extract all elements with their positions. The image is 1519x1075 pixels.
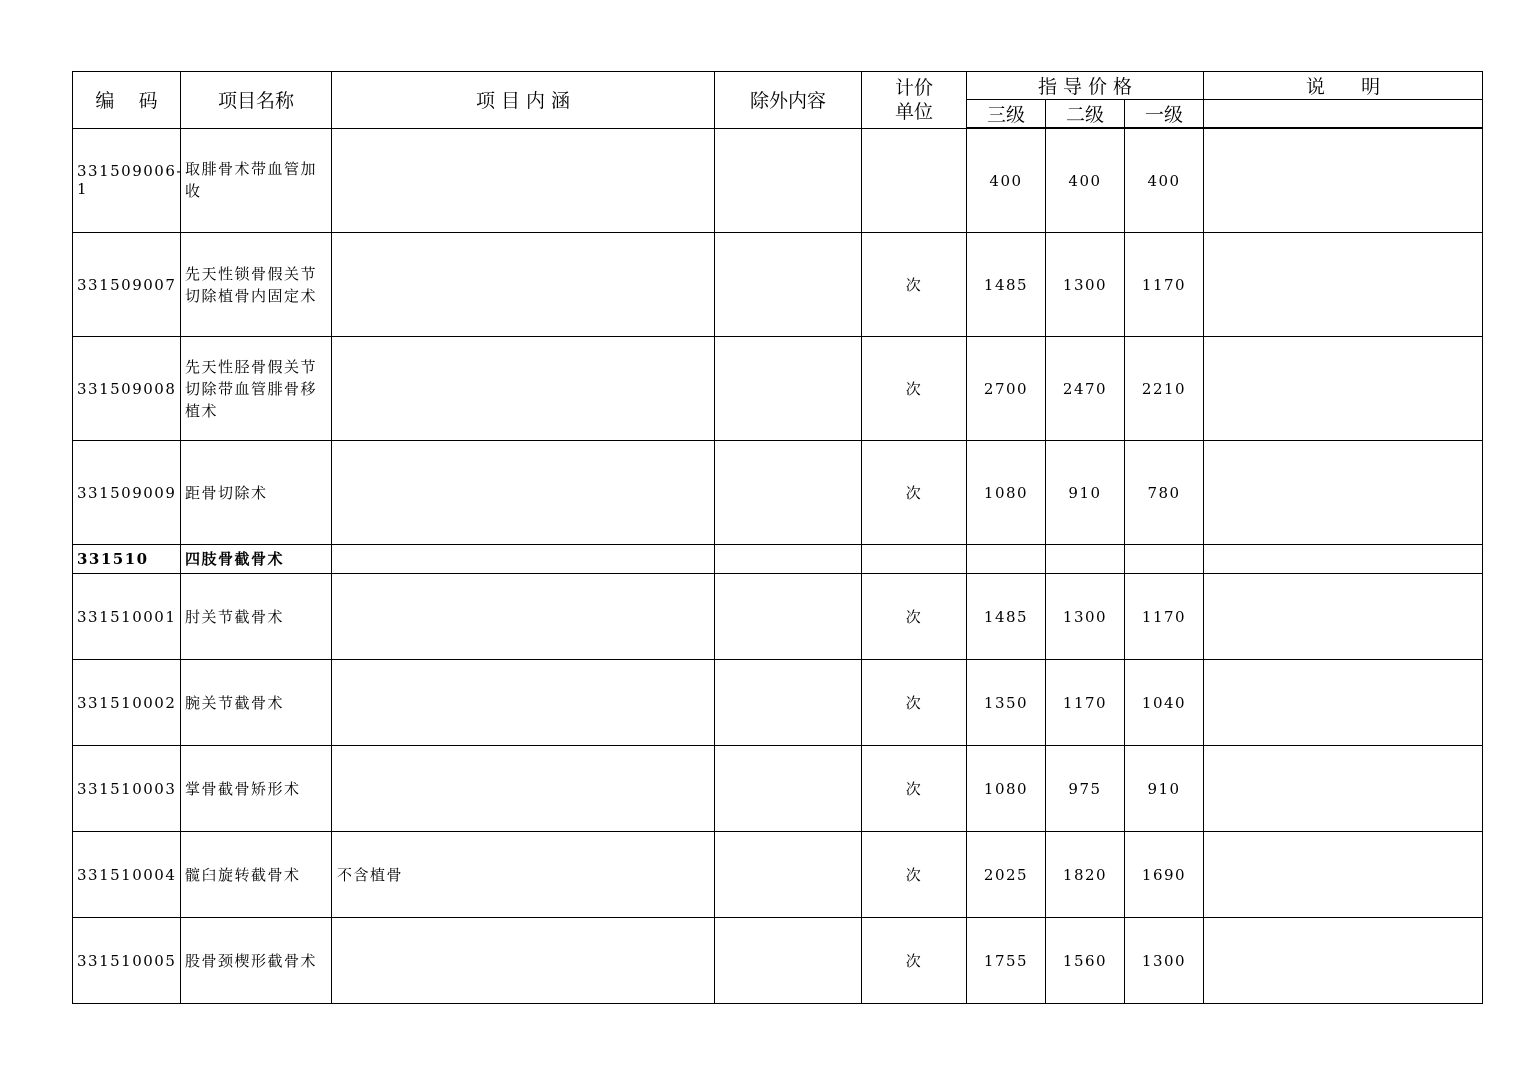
table-row [73,660,1483,746]
row-price-level3: 400 [967,128,1046,233]
header-exclusions: 除外内容 [715,72,862,129]
row-notes [1204,574,1483,660]
row-price-level1: 1170 [1125,233,1204,337]
row-price-level2: 1820 [1046,832,1125,918]
row-price-level2 [1046,545,1125,574]
row-price-level1 [1125,545,1204,574]
row-price-level3: 1485 [967,574,1046,660]
row-price-level3 [967,545,1046,574]
row-unit [862,545,967,574]
row-code: 331509009 [73,441,181,545]
row-name: 先天性胫骨假关节切除带血管腓骨移植术 [181,337,332,441]
row-exclusions [715,918,862,1004]
row-name: 取腓骨术带血管加收 [181,128,332,233]
row-content [332,545,715,574]
row-unit: 次 [862,233,967,337]
row-price-level2: 2470 [1046,337,1125,441]
row-price-level1: 400 [1125,128,1204,233]
row-exclusions [715,574,862,660]
row-content [332,337,715,441]
row-price-level3: 1080 [967,746,1046,832]
row-name: 肘关节截骨术 [181,574,332,660]
header-code: 编 码 [73,72,181,129]
row-notes [1204,832,1483,918]
row-notes [1204,233,1483,337]
row-unit: 次 [862,832,967,918]
row-exclusions [715,128,862,233]
row-price-level1: 780 [1125,441,1204,545]
row-unit: 次 [862,574,967,660]
row-price-level1: 1040 [1125,660,1204,746]
row-exclusions [715,337,862,441]
row-content [332,233,715,337]
header-content: 项 目 内 涵 [332,72,715,129]
row-name: 掌骨截骨矫形术 [181,746,332,832]
row-notes [1204,128,1483,233]
row-price-level1: 1170 [1125,574,1204,660]
table-row [73,746,1483,832]
row-code: 331510001 [73,574,181,660]
row-price-level3: 1755 [967,918,1046,1004]
header-notes-sub [1204,100,1483,129]
row-unit: 次 [862,337,967,441]
section-row [73,545,1483,574]
table-row [73,337,1483,441]
row-notes [1204,441,1483,545]
row-price-level2: 910 [1046,441,1125,545]
row-unit [862,128,967,233]
row-exclusions [715,746,862,832]
table-row [73,918,1483,1004]
row-notes [1204,918,1483,1004]
row-price-level2: 1560 [1046,918,1125,1004]
row-notes [1204,337,1483,441]
row-price-level1: 1690 [1125,832,1204,918]
row-exclusions [715,441,862,545]
header-name: 项目名称 [181,72,332,129]
row-code: 331510004 [73,832,181,918]
row-price-level3: 2700 [967,337,1046,441]
row-price-level2: 400 [1046,128,1125,233]
row-price-level2: 1300 [1046,233,1125,337]
row-price-level2: 1300 [1046,574,1125,660]
table-row [73,233,1483,337]
row-content [332,441,715,545]
row-name: 距骨切除术 [181,441,332,545]
row-content [332,746,715,832]
header-unit: 计价 单位 [862,72,967,129]
row-exclusions [715,660,862,746]
row-name: 先天性锁骨假关节切除植骨内固定术 [181,233,332,337]
row-content [332,918,715,1004]
row-name: 髋臼旋转截骨术 [181,832,332,918]
header-level2: 二级 [1046,100,1125,129]
row-notes [1204,545,1483,574]
row-price-level3: 2025 [967,832,1046,918]
header-level3: 三级 [967,100,1046,129]
header-level1: 一级 [1125,100,1204,129]
row-content [332,660,715,746]
row-code: 331510003 [73,746,181,832]
row-exclusions [715,233,862,337]
table-row [73,128,1483,233]
row-code: 331510005 [73,918,181,1004]
row-price-level3: 1350 [967,660,1046,746]
table-row [73,441,1483,545]
row-unit: 次 [862,746,967,832]
row-price-level2: 975 [1046,746,1125,832]
header-notes: 说 明 [1204,72,1483,100]
row-name: 腕关节截骨术 [181,660,332,746]
row-content [332,128,715,233]
row-notes [1204,746,1483,832]
row-name: 股骨颈楔形截骨术 [181,918,332,1004]
row-exclusions [715,832,862,918]
row-price-level3: 1485 [967,233,1046,337]
row-unit: 次 [862,918,967,1004]
table-row [73,574,1483,660]
row-code: 331510002 [73,660,181,746]
row-price-level1: 2210 [1125,337,1204,441]
header-price-group: 指 导 价 格 [967,72,1204,100]
row-price-level3: 1080 [967,441,1046,545]
price-table [72,71,1483,1004]
row-notes [1204,660,1483,746]
row-price-level2: 1170 [1046,660,1125,746]
row-code: 331509007 [73,233,181,337]
row-code: 331510 [73,545,181,574]
row-exclusions [715,545,862,574]
row-content [332,574,715,660]
row-price-level1: 1300 [1125,918,1204,1004]
row-name: 四肢骨截骨术 [181,545,332,574]
row-price-level1: 910 [1125,746,1204,832]
row-unit: 次 [862,660,967,746]
row-code: 331509006-1 [73,128,181,233]
row-unit: 次 [862,441,967,545]
table-row [73,832,1483,918]
row-content: 不含植骨 [332,832,715,918]
row-code: 331509008 [73,337,181,441]
